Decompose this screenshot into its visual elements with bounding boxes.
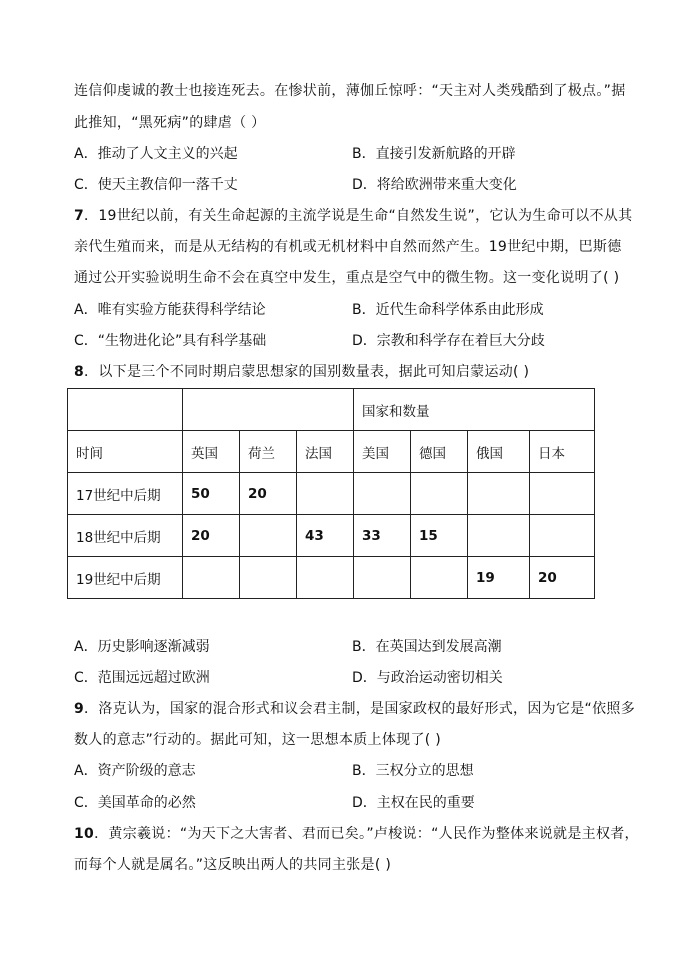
q10-number: 10 <box>74 826 95 842</box>
q9-number: 9 <box>74 701 85 717</box>
q8-option-c: C．范围远远超过欧洲 <box>74 670 210 686</box>
table-period-cell: 17世纪中后期 <box>68 473 183 515</box>
table-cell <box>468 515 530 557</box>
table-cell: 19 <box>468 557 530 599</box>
q9-stem-line2: 数人的意志”行动的。据此可知，这一思想本质上体现了( ) <box>74 732 442 748</box>
table-cell <box>468 473 530 515</box>
table-cell <box>411 473 468 515</box>
q6-option-d: D．将给欧洲带来重大变化 <box>352 177 517 193</box>
thinkers-by-country-table <box>67 388 595 599</box>
table-country-header: 德国 <box>411 431 468 473</box>
q9-option-c: C．美国革命的必然 <box>74 795 196 811</box>
table-cell: 50 <box>183 473 240 515</box>
table-cell <box>530 473 595 515</box>
q8-option-d: D．与政治运动密切相关 <box>352 670 503 686</box>
q8-stem-text: ．以下是三个不同时期启蒙思想家的国别数量表，据此可知启蒙运动( ) <box>84 364 530 380</box>
table-cell <box>240 515 297 557</box>
table-cell: 20 <box>530 557 595 599</box>
table-cell <box>183 557 240 599</box>
table-spacer-cell <box>183 389 354 431</box>
table-cell: 20 <box>183 515 240 557</box>
q6-option-b: B．直接引发新航路的开辟 <box>352 146 516 162</box>
q9-option-b: B．三权分立的思想 <box>352 763 474 779</box>
table-cell <box>297 473 354 515</box>
table-cell <box>530 515 595 557</box>
table-country-header: 日本 <box>530 431 595 473</box>
table-cell: 20 <box>240 473 297 515</box>
q7-stem-line2: 亲代生殖而来，而是从无结构的有机或无机材料中自然而然产生。19世纪中期，巴斯德 <box>74 239 622 255</box>
table-group-header: 国家和数量 <box>354 389 595 431</box>
table-country-header: 英国 <box>183 431 240 473</box>
table-period-cell: 18世纪中后期 <box>68 515 183 557</box>
q7-stem-line1 <box>74 206 632 226</box>
table-country-header: 荷兰 <box>240 431 297 473</box>
table-cell: 33 <box>354 515 411 557</box>
q10-stem-text1: ．黄宗羲说：“为天下之大害者、君而已矣。”卢梭说：“人民作为整体来说就是主权者， <box>94 826 639 842</box>
table-cell <box>240 557 297 599</box>
q6-stem-line2: 此推知，“黑死病”的肆虐（ ） <box>74 115 266 131</box>
q6-option-c: C．使天主教信仰一落千丈 <box>74 177 238 193</box>
table-period-cell: 19世纪中后期 <box>68 557 183 599</box>
table-time-header: 时间 <box>68 431 183 473</box>
q9-stem-text1: ．洛克认为，国家的混合形式和议会君主制，是国家政权的最好形式，因为它是“依照多 <box>84 701 635 717</box>
table-header-row-group <box>68 389 595 431</box>
table-country-header: 俄国 <box>468 431 530 473</box>
q6-option-a: A．推动了人文主义的兴起 <box>74 146 238 162</box>
q7-option-c: C．“生物进化论”具有科学基础 <box>74 333 267 349</box>
table-cell <box>354 557 411 599</box>
table-cell <box>297 557 354 599</box>
table-cell: 15 <box>411 515 468 557</box>
table-corner-cell <box>68 389 183 431</box>
q7-number: 7 <box>74 208 85 224</box>
q7-option-d: D．宗教和科学存在着巨大分歧 <box>352 333 545 349</box>
q7-stem-text1: ．19世纪以前，有关生命起源的主流学说是生命“自然发生说”，它认为生命可以不从其 <box>84 208 633 224</box>
q6-stem-line1: 连信仰虔诚的教士也接连死去。在惨状前，薄伽丘惊呼：“天主对人类残酷到了极点。”据 <box>74 83 626 99</box>
q8-number: 8 <box>74 364 85 380</box>
q9-stem-line1 <box>74 699 635 719</box>
q7-stem-line3: 通过公开实验说明生命不会在真空中发生，重点是空气中的微生物。这一变化说明了( ) <box>74 270 620 286</box>
table-cell <box>411 557 468 599</box>
q8-option-b: B．在英国达到发展高潮 <box>352 639 502 655</box>
table-row <box>68 515 595 557</box>
q10-stem-line2: 而每个人就是属名。”这反映出两人的共同主张是( ) <box>74 857 392 873</box>
table-row <box>68 557 595 599</box>
q10-stem-line1 <box>74 824 639 844</box>
q9-option-a: A．资产阶级的意志 <box>74 763 196 779</box>
table-row <box>68 473 595 515</box>
q8-stem <box>74 362 529 382</box>
table-cell: 43 <box>297 515 354 557</box>
table-country-header: 法国 <box>297 431 354 473</box>
table-country-header: 美国 <box>354 431 411 473</box>
q9-option-d: D．主权在民的重要 <box>352 795 475 811</box>
q7-option-b: B．近代生命科学体系由此形成 <box>352 302 544 318</box>
table-header-row <box>68 431 595 473</box>
q8-option-a: A．历史影响逐渐减弱 <box>74 639 210 655</box>
table-cell <box>354 473 411 515</box>
q7-option-a: A．唯有实验方能获得科学结论 <box>74 302 266 318</box>
